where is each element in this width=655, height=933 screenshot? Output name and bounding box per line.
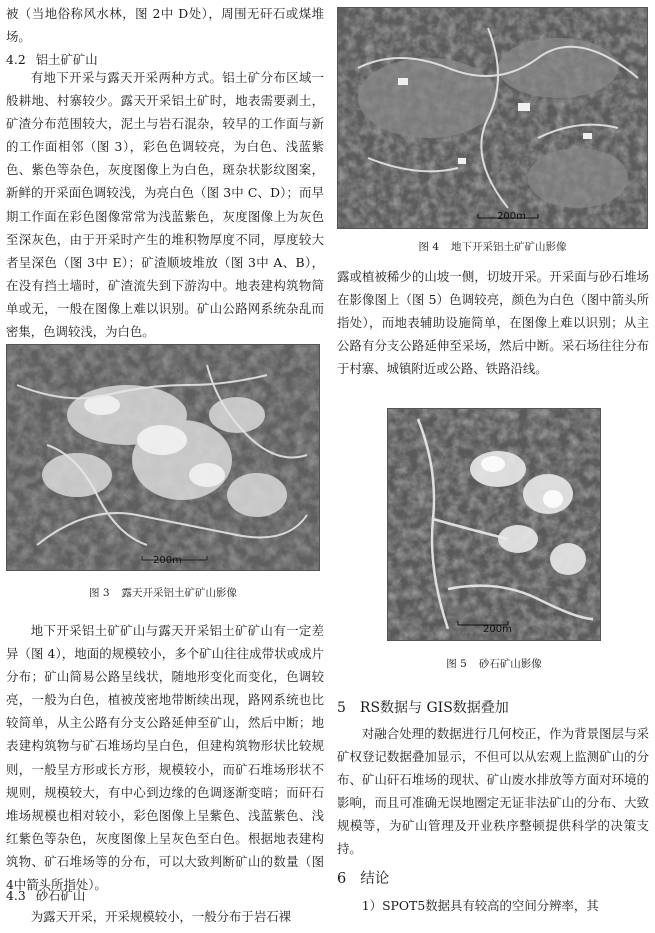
section-5-heading: 5 RS数据与 GIS数据叠加 (337, 700, 509, 716)
paragraph-4-3: 为露天开采，开采规模较小，一般分布于岩石裸 (30, 909, 291, 924)
section-6-heading: 6 结论 (337, 871, 390, 887)
paragraph-5: 对融合处理的数据进行几何校正，作为背景图层与采矿权登记数据叠加显示，不但可以从宏观上监测矿山的分布、矿山矸石堆场的现状、矿山废水排放等方面对环境的影响，而且可准确无误地圈定无证非法矿山的分布、大致规模等，为矿山管理及开业秩序整顿提供科学的决策支持。 (337, 726, 649, 857)
figure-3-image (6, 344, 320, 571)
figure-3-caption: 图 3 露天开采铝土矿矿山影像 (88, 587, 238, 599)
figure-4-image (337, 7, 648, 229)
figure-5-scale-label: 200m (483, 624, 512, 635)
paragraph-top: 被（当地俗称风水林，图 2中 D处），周围无矸石或煤堆场。 (6, 6, 324, 45)
section-4-3-heading: 4.3 砂石矿山 (6, 888, 86, 903)
paragraph-below-figure-3: 地下开采铝土矿矿山与露天开采铝土矿矿山有一定差异（图 4），地面的规模较小，多个矿山往往成带状或成片分布；矿山简易公路呈线状，随地形变化而变化，色调较亮，一般为白色，植被茂密地带断续出现，路网系统也比较简单，从主公路有分支公路延伸至矿山，然后中断；地表建构筑物与矿石堆场均呈白色，但建构筑物形状比较规则，一般呈方形或长方形，规模较小，而矿石堆场形状不规则，规模较大，有中心到边缘的色调逐渐变暗；而矸石堆场规模也相对较小，彩色图像上呈紫色、浅蓝紫色、浅红紫色等杂色，灰度图像上呈灰色至白色。根据地表建构筑物、矿石堆场等的分布，可以大致判断矿山的数量（图 4中箭头所指处）。 (6, 623, 324, 893)
figure-4-caption: 图 4 地下开采铝土矿矿山影像 (418, 241, 567, 253)
paragraph-6: 1）SPOT5数据具有较高的空间分辨率，其 (361, 898, 599, 913)
paragraph-4-2: 有地下开采与露天开采两种方式。铝土矿分布区域一般耕地、村寨较少。露天开采铝土矿时，地表需要剥土，矿渣分布范围较大，泥土与岩石混杂，较早的工作面与新的工作面相邻（图 3），彩色色调较亮，为白色、浅蓝紫色、紫色等杂色，灰度图像上为白色，斑杂状影纹图案，新鲜的开采面色调较浅，为亮白色（图 3中 C、D）；而早期工作面在彩色图像常常为浅蓝紫色，灰度图像上为灰色至深灰色，由于开采时产生的堆积物厚度不同，厚度较大者呈深色（图 3中 E）；矿渣顺坡堆放（图 3中 A、B），在没有挡土墙时，矿渣流失到下游沟中。地表建构筑物简单或无，一般在图像上难以识别。矿山公路网系统杂乱而密集，色调较浅，为白色。 (6, 70, 324, 340)
section-4-2-heading: 4.2 铝土矿矿山 (6, 52, 98, 67)
paragraph-after-figure-4: 露或植被稀少的山坡一侧，切坡开采。开采面与砂石堆场在影像图上（图 5）色调较亮，颜色为白色（图中箭头所指处），而地表辅助设施简单，在图像上难以识别；从主公路有分支公路延伸至采场，然后中断。采石场往往分布于村寨、城镇附近或公路、铁路沿线。 (337, 269, 649, 377)
figure-5-caption: 图 5 砂石矿山影像 (446, 658, 542, 670)
figure-5-image (387, 408, 601, 641)
figure-3-scale-label: 200m (153, 555, 182, 566)
figure-4-scale-label: 200m (497, 211, 526, 222)
